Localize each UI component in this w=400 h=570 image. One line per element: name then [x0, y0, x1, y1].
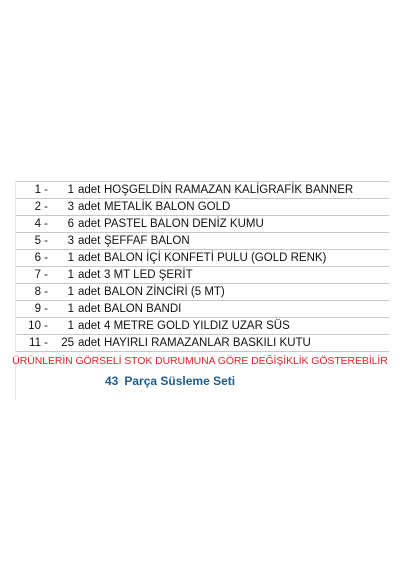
- item-unit: adet: [78, 218, 101, 230]
- item-name: HOŞGELDİN RAMAZAN KALİGRAFİK BANNER: [104, 184, 354, 196]
- item-index: 9 -: [34, 303, 48, 315]
- item-quantity: 3: [67, 235, 74, 247]
- item-unit: adet: [78, 184, 101, 196]
- item-quantity: 1: [67, 303, 74, 315]
- table-row: [16, 182, 389, 199]
- item-unit: adet: [78, 320, 101, 332]
- item-unit: adet: [78, 252, 101, 264]
- table-left-rule: [15, 362, 16, 400]
- table-row: [16, 284, 389, 301]
- stock-notice: ÜRÜNLERİN GÖRSELİ STOK DURUMUNA GÖRE DEĞİŞİKLİK GÖSTEREBİLİR: [12, 355, 388, 367]
- item-name: HAYIRLI RAMAZANLAR BASKILI KUTU: [104, 337, 311, 349]
- item-quantity: 1: [67, 184, 74, 196]
- item-unit: adet: [78, 269, 101, 281]
- item-name: BALON İÇİ KONFETİ PULU (GOLD RENK): [104, 252, 327, 264]
- set-title-text: Parça Süsleme Seti: [124, 374, 236, 388]
- item-name: PASTEL BALON DENİZ KUMU: [104, 218, 264, 230]
- item-unit: adet: [78, 235, 101, 247]
- item-index: 5 -: [34, 235, 48, 247]
- table-row: [16, 335, 389, 352]
- set-piece-count: 43: [105, 374, 119, 388]
- item-index: 4 -: [34, 218, 48, 230]
- item-name: BALON BANDI: [104, 303, 182, 315]
- item-quantity: 3: [67, 201, 74, 213]
- item-name: BALON ZİNCİRİ (5 MT): [104, 286, 225, 298]
- item-unit: adet: [78, 303, 101, 315]
- table-row: [16, 233, 389, 250]
- item-name: METALİK BALON GOLD: [104, 201, 231, 213]
- item-unit: adet: [78, 286, 101, 298]
- item-index: 2 -: [34, 201, 48, 213]
- table-row: [16, 199, 389, 216]
- item-index: 7 -: [34, 269, 48, 281]
- item-quantity: 1: [67, 320, 74, 332]
- item-unit: adet: [78, 201, 101, 213]
- item-name: ŞEFFAF BALON: [104, 235, 190, 247]
- item-index: 10 -: [28, 320, 48, 332]
- item-unit: adet: [78, 337, 101, 349]
- item-index: 6 -: [34, 252, 48, 264]
- table-row: [16, 216, 389, 233]
- table-row: [16, 301, 389, 318]
- item-quantity: 1: [67, 252, 74, 264]
- item-quantity: 1: [67, 269, 74, 281]
- item-index: 8 -: [34, 286, 48, 298]
- item-quantity: 1: [67, 286, 74, 298]
- item-quantity: 6: [67, 218, 74, 230]
- item-index: 1 -: [34, 184, 48, 196]
- table-row: [16, 250, 389, 267]
- item-name: 4 METRE GOLD YILDIZ UZAR SÜS: [104, 320, 290, 332]
- table-row: [16, 318, 389, 335]
- table-row: [16, 267, 389, 284]
- item-quantity: 25: [61, 337, 74, 349]
- item-name: 3 MT LED ŞERİT: [104, 269, 193, 281]
- set-title: [105, 374, 235, 388]
- product-list-table: [15, 181, 389, 352]
- item-index: 11 -: [29, 337, 48, 349]
